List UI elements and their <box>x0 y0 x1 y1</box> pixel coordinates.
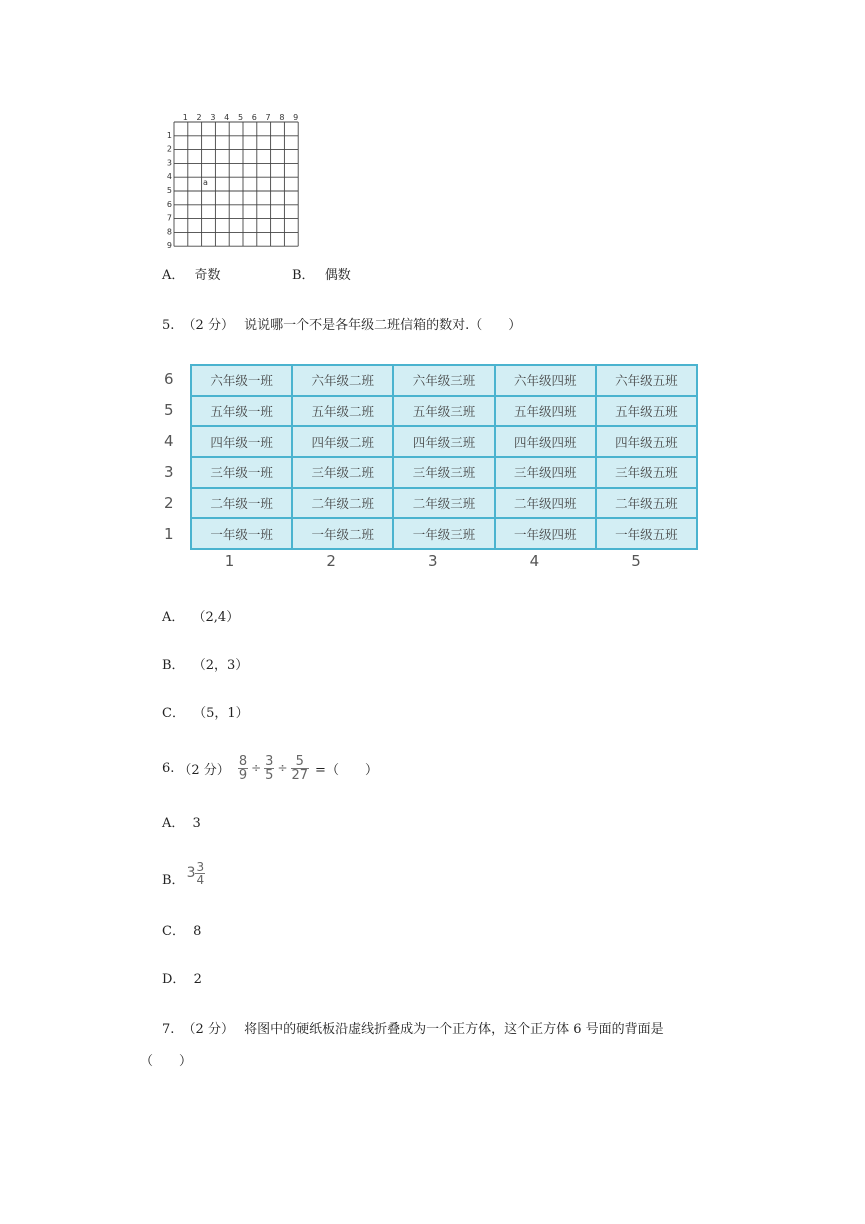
grid-col-label: 9 <box>293 113 299 122</box>
mailbox-cell: 三年级一班 <box>192 458 291 487</box>
mailbox-cell: 五年级五班 <box>597 397 696 426</box>
q7-stem <box>162 1018 664 1037</box>
question-text: 说说哪一个不是各年级二班信箱的数对.（ ） <box>244 318 522 333</box>
grid-row-label: 5 <box>166 186 172 195</box>
grid-col-label: 1 <box>182 113 188 122</box>
mailbox-cell: 四年级四班 <box>496 427 595 456</box>
mailbox-cell: 二年级五班 <box>597 489 696 518</box>
mailbox-col-label: 5 <box>631 552 641 570</box>
option-letter: A． <box>162 610 185 625</box>
option-letter: B． <box>292 268 315 283</box>
option-text: （2,4） <box>192 610 240 625</box>
mailbox-row-label: 6 <box>164 369 174 388</box>
mailbox-cell: 五年级四班 <box>496 397 595 426</box>
option-text: （5，1） <box>193 706 249 721</box>
mailbox-cell: 一年级四班 <box>496 519 595 548</box>
q5-stem <box>162 314 521 333</box>
class-mailbox-table <box>150 362 710 577</box>
mailbox-row-label: 5 <box>164 400 174 419</box>
grid-row-label: 8 <box>166 227 172 237</box>
option-letter: B． <box>162 658 185 673</box>
grid-col-label: 5 <box>237 113 244 122</box>
q4-option-b[interactable] <box>292 264 351 283</box>
option-text: 3 <box>192 816 201 831</box>
mailbox-cell: 三年级五班 <box>597 458 696 487</box>
grid-col-label: 2 <box>196 113 202 122</box>
divide-operator: ÷ <box>251 761 262 775</box>
numerator: 8 <box>238 753 248 769</box>
mailbox-col-label: 4 <box>529 552 540 570</box>
fraction-1 <box>238 755 248 782</box>
question-number: 7. <box>162 1022 175 1037</box>
option-letter: A． <box>162 268 185 283</box>
grid-col-label: 6 <box>251 113 257 122</box>
coordinate-grid-figure <box>162 112 302 251</box>
grid-col-label: 7 <box>265 113 271 122</box>
q5-option-a[interactable] <box>162 606 239 625</box>
mailbox-cell: 四年级三班 <box>394 427 493 456</box>
mailbox-cell: 五年级二班 <box>293 397 392 426</box>
mailbox-cell: 一年级二班 <box>293 519 392 548</box>
fraction-2 <box>264 755 274 782</box>
mailbox-cell: 三年级四班 <box>496 458 595 487</box>
q6-option-b[interactable] <box>162 856 205 890</box>
numerator: 3 <box>265 753 274 769</box>
mailbox-row-label: 3 <box>164 462 174 481</box>
question-text: 将图中的硬纸板沿虚线折叠成为一个正方体，这个正方体 6 号面的背面是 <box>244 1022 664 1037</box>
mailbox-col-label: 2 <box>326 552 336 570</box>
mailbox-cell: 一年级五班 <box>597 519 696 548</box>
mailbox-cell: 六年级三班 <box>394 366 493 395</box>
question-score: （2 分） <box>182 1022 234 1037</box>
mailbox-cell: 三年级三班 <box>394 458 493 487</box>
grid-marker-a: a <box>203 178 208 187</box>
grid-row-label: 2 <box>166 144 172 154</box>
grid-col-label: 8 <box>279 113 285 122</box>
q6-stem <box>162 748 378 788</box>
mailbox-row-label: 2 <box>164 493 174 512</box>
denominator: 4 <box>196 872 205 887</box>
option-letter: C． <box>162 924 185 939</box>
fraction-3 <box>291 755 310 782</box>
option-text: 奇数 <box>194 268 221 283</box>
mailbox-cell: 四年级五班 <box>597 427 696 456</box>
grid-row-label: 1 <box>166 130 172 140</box>
question-number: 6. <box>162 760 175 776</box>
mixed-number-whole: 3 <box>186 865 196 881</box>
mailbox-cell: 六年级二班 <box>293 366 392 395</box>
option-text: 2 <box>193 972 202 987</box>
mailbox-row-label: 1 <box>164 524 174 543</box>
mixed-number-fraction <box>195 861 205 886</box>
q7-stem-continuation: （ ） <box>140 1054 193 1069</box>
mailbox-cell: 六年级一班 <box>192 366 291 395</box>
question-score: （2 分） <box>182 318 234 333</box>
option-letter: D． <box>162 972 186 987</box>
mailbox-cell: 二年级三班 <box>394 489 493 518</box>
grid-col-label: 3 <box>210 113 216 122</box>
option-text: 8 <box>193 924 202 939</box>
option-text: 偶数 <box>324 268 351 283</box>
option-letter: A． <box>162 816 185 831</box>
mailbox-cell: 五年级三班 <box>394 397 493 426</box>
numerator: 5 <box>291 755 310 769</box>
mailbox-cell: 六年级五班 <box>597 366 696 395</box>
mailbox-cell: 四年级一班 <box>192 427 291 456</box>
mailbox-cell: 六年级四班 <box>496 366 595 395</box>
mailbox-cell: 四年级二班 <box>293 427 392 456</box>
q5-option-b[interactable] <box>162 654 248 673</box>
grid-row-label: 9 <box>166 241 172 251</box>
denominator: 27 <box>291 767 309 783</box>
q5-option-c[interactable] <box>162 702 249 721</box>
grid-row-label: 7 <box>166 213 172 223</box>
mailbox-cell: 三年级二班 <box>293 458 392 487</box>
q4-option-a[interactable] <box>162 264 221 283</box>
q6-option-a[interactable] <box>162 812 201 831</box>
question-score: （2 分） <box>178 762 230 778</box>
mailbox-row-label: 4 <box>164 431 174 450</box>
grid-col-label: 4 <box>224 113 230 122</box>
numerator: 3 <box>196 859 205 874</box>
mailbox-col-label: 1 <box>224 552 235 570</box>
grid-row-label: 3 <box>166 158 172 168</box>
denominator: 9 <box>238 767 248 783</box>
divide-operator: ÷ <box>277 761 288 775</box>
option-text: （2，3） <box>192 658 249 673</box>
mailbox-cell: 二年级二班 <box>293 489 392 518</box>
mailbox-cell: 二年级一班 <box>192 489 291 518</box>
grid-row-label: 4 <box>166 172 172 182</box>
mailbox-cell: 一年级三班 <box>394 519 493 548</box>
mailbox-cell: 二年级四班 <box>496 489 595 518</box>
mailbox-col-label: 3 <box>428 552 438 570</box>
q6-option-c[interactable] <box>162 920 201 939</box>
option-letter: B． <box>162 872 185 888</box>
question-number: 5. <box>162 318 175 333</box>
grid-row-label: 6 <box>166 199 172 209</box>
q6-option-d[interactable] <box>162 968 202 987</box>
mailbox-cell: 一年级一班 <box>192 519 291 548</box>
equation-tail: =（ ） <box>315 762 378 778</box>
mailbox-cell: 五年级一班 <box>192 397 291 426</box>
option-letter: C． <box>162 706 185 721</box>
denominator: 5 <box>265 767 274 783</box>
